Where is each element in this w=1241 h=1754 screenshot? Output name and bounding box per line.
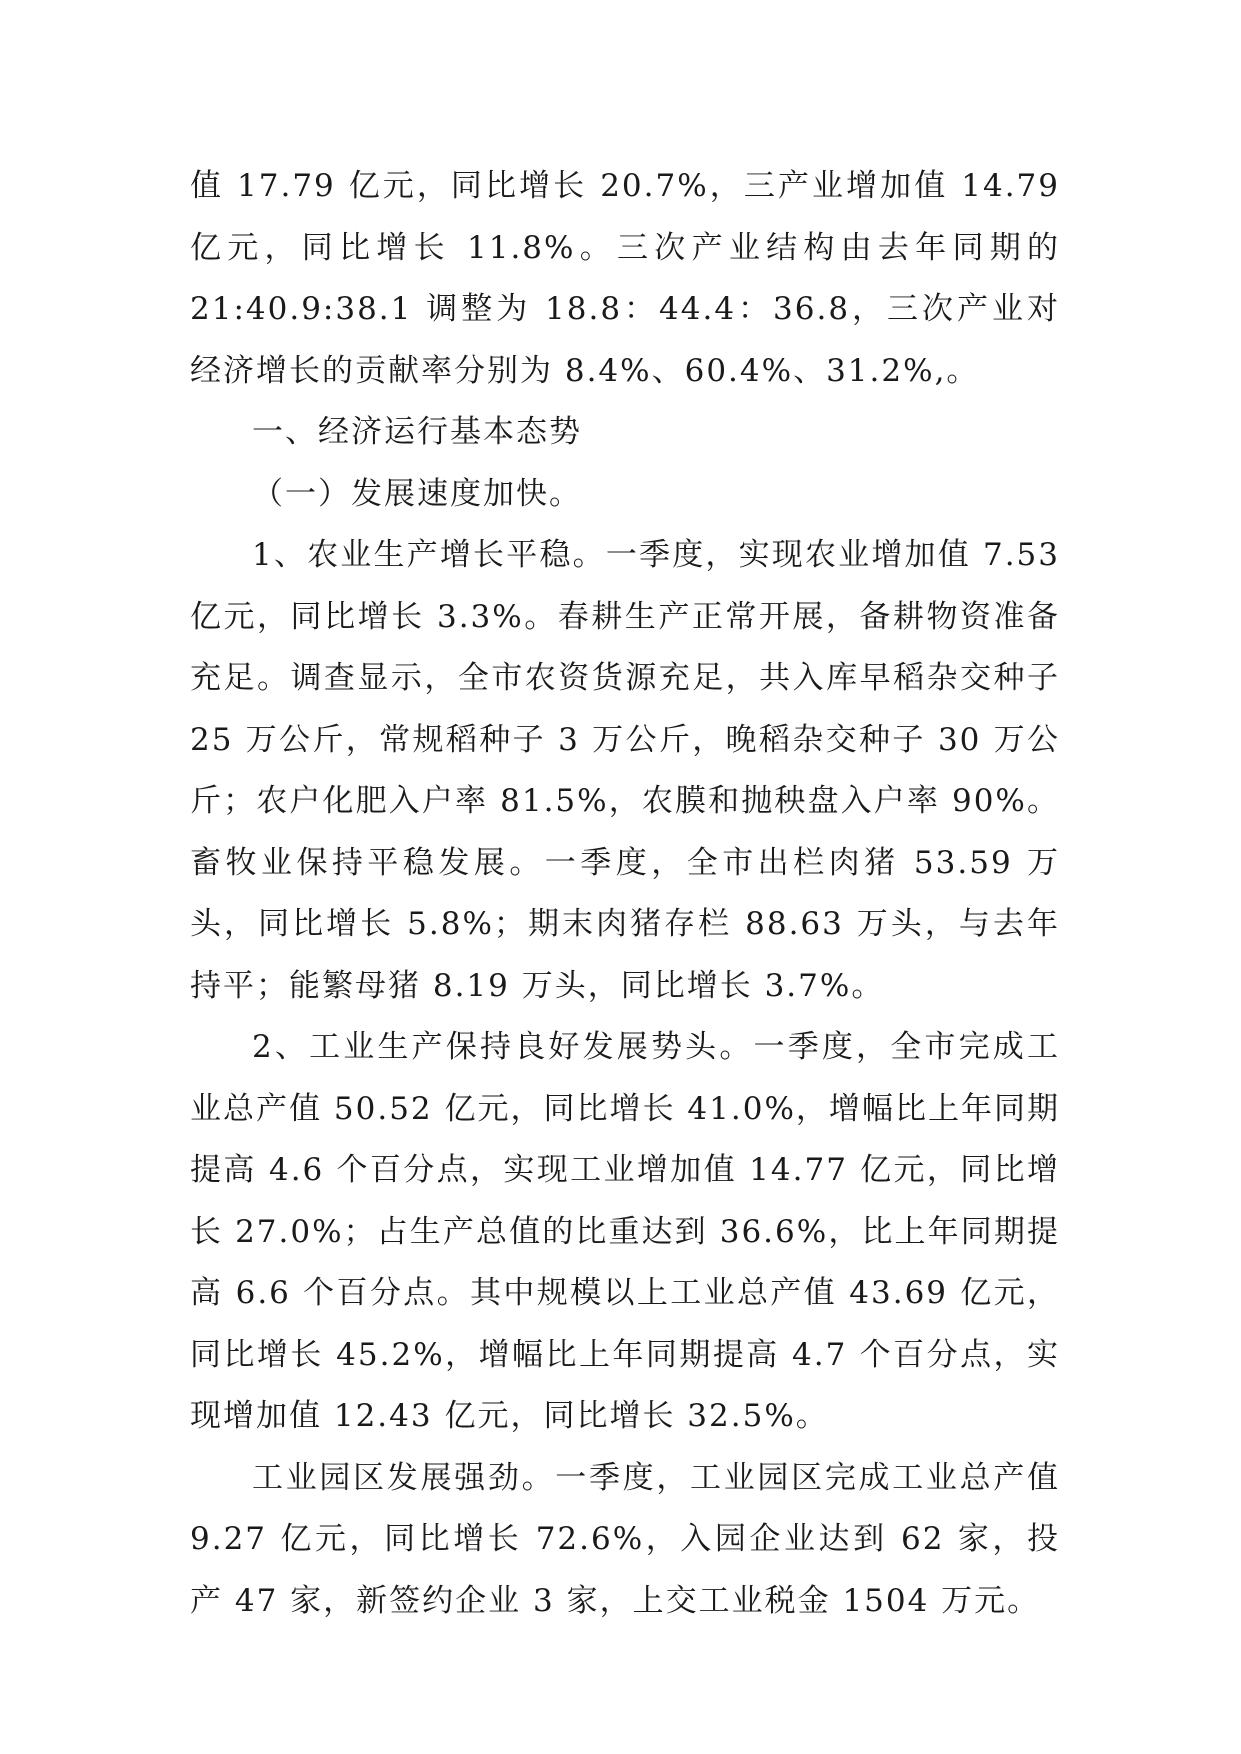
paragraph-industry-structure: 值 17.79 亿元，同比增长 20.7%，三产业增加值 14.79 亿元，同比增长 11.8%。三次产业结构由去年同期的 21:40.9:38.1 调整为 18.8：44.4：36.8，三次产业对经济增长的贡献率分别为 8.4%、60.4%、31.2%,。 [190, 168, 1060, 389]
paragraph-agriculture: 1、农业生产增长平稳。一季度，实现农业增加值 7.53 亿元，同比增长 3.3%。春耕生产正常开展，备耕物资准备充足。调查显示，全市农资货源充足，共入库早稻杂交种子 25 万公斤，常规稻种子 3 万公斤，晚稻杂交种子 30 万公斤；农户化肥入户率 81.5%，农膜和抛秧盘入户率 90%。畜牧业保持平稳发展。一季度，全市出栏肉猪 53.59 万头，同比增长 5.8%；期末肉猪存栏 88.63 万头，与去年持平；能繁母猪 8.19 万头，同比增长 3.7%。 [190, 537, 1060, 1004]
subheading-growth-speed: （一）发展速度加快。 [252, 475, 582, 512]
paragraph-industrial-park: 工业园区发展强劲。一季度，工业园区完成工业总产值 9.27 亿元，同比增长 72.6%，入园企业达到 62 家，投产 47 家，新签约企业 3 家，上交工业税金 1504 万元。 [190, 1459, 1060, 1619]
heading-economic-situation: 一、经济运行基本态势 [252, 414, 582, 450]
document-body [190, 156, 1060, 1632]
paragraph-industry: 2、工业生产保持良好发展势头。一季度，全市完成工业总产值 50.52 亿元，同比增长 41.0%，增幅比上年同期提高 4.6 个百分点，实现工业增加值 14.77 亿元，同比增长 27.0%；占生产总值的比重达到 36.6%，比上年同期提高 6.6 个百分点。其中规模以上工业总产值 43.69 亿元，同比增长 45.2%，增幅比上年同期提高 4.7 个百分点，实现增加值 12.43 亿元，同比增长 32.5%。 [190, 1029, 1060, 1434]
